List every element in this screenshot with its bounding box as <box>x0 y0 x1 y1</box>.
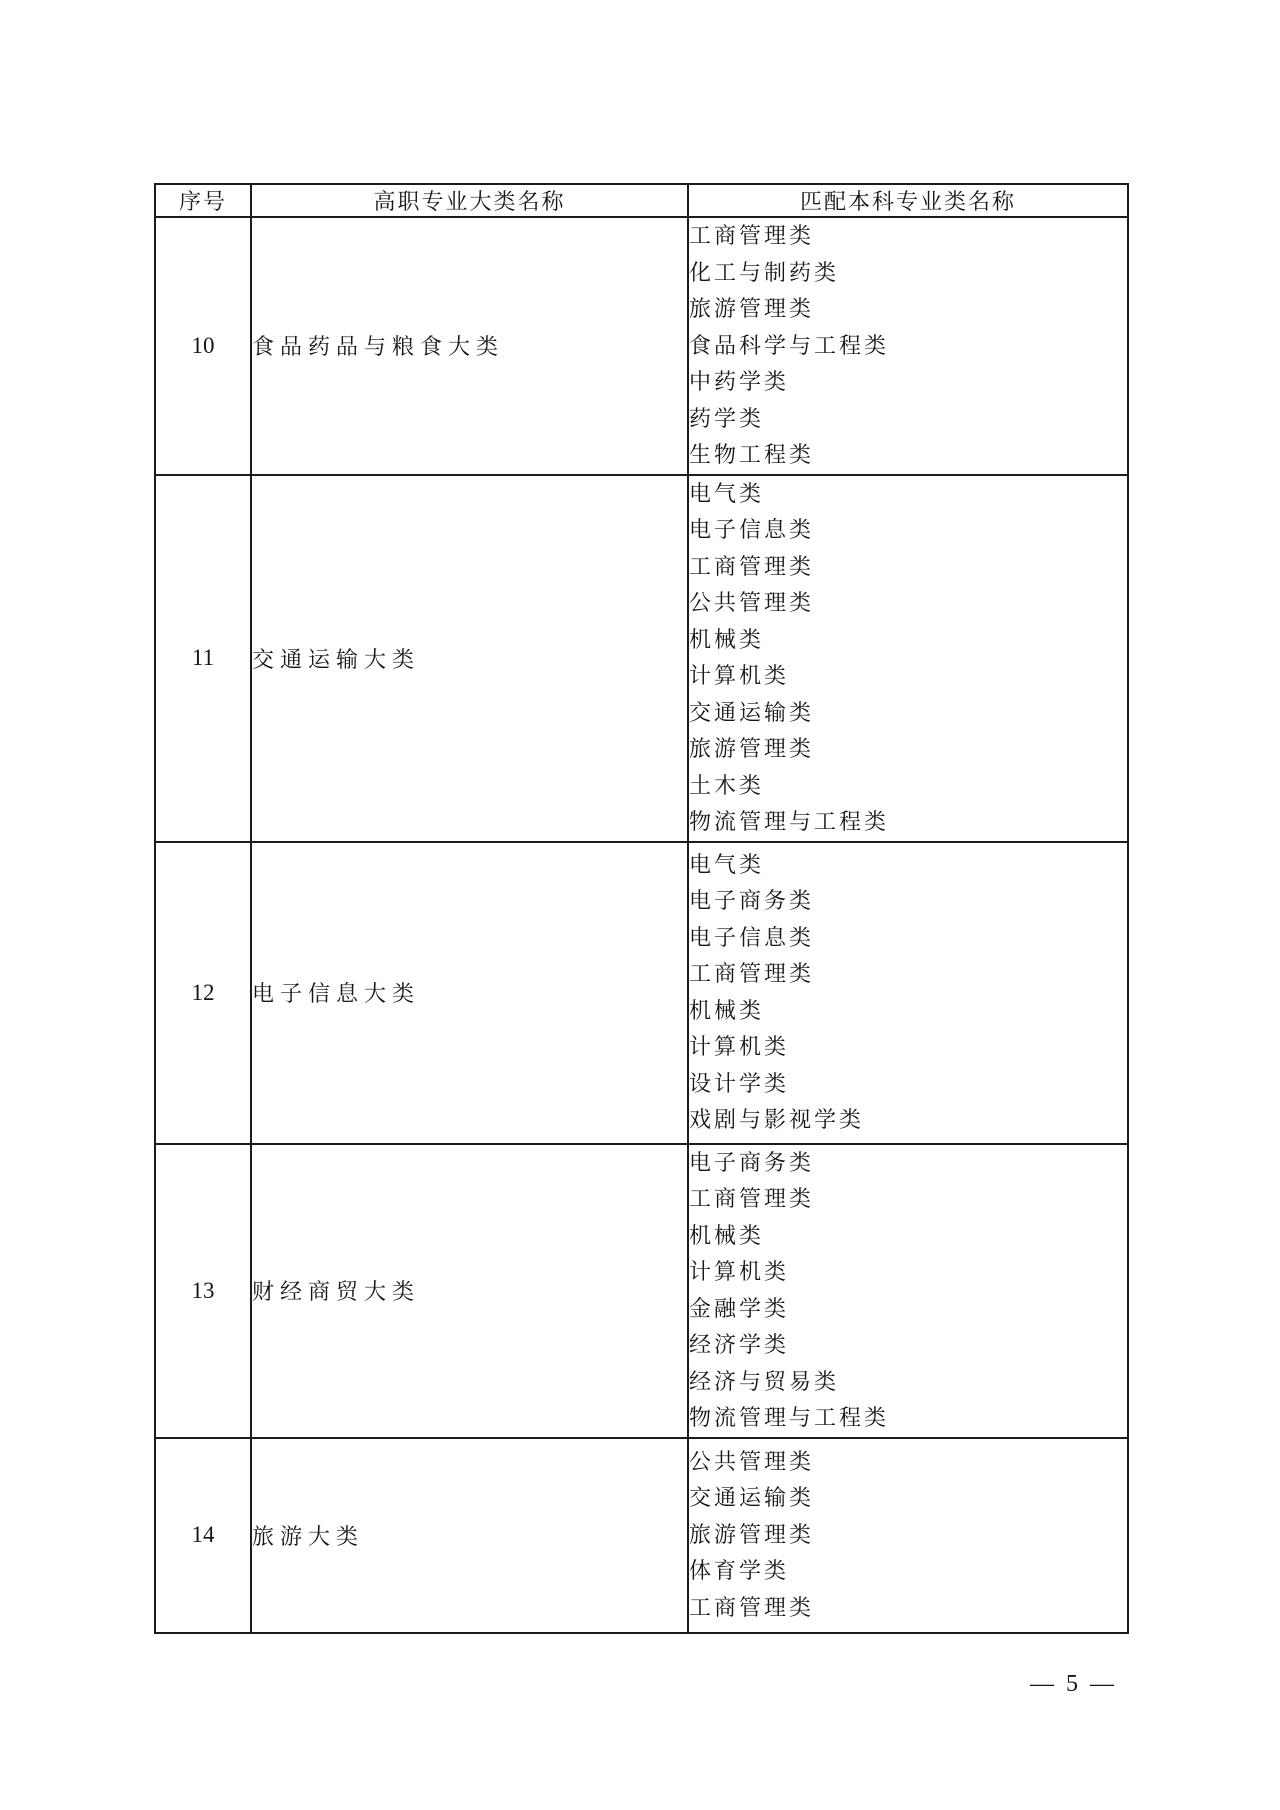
undergraduate-category-item: 电子商务类 <box>689 1149 815 1175</box>
undergraduate-category-item: 旅游管理类 <box>689 296 815 321</box>
row-serial-number: 14 <box>155 1438 251 1633</box>
undergraduate-category-item: 公共管理类 <box>689 590 815 615</box>
undergraduate-category-item: 计算机类 <box>689 1034 790 1059</box>
undergraduate-category-item: 旅游管理类 <box>689 736 815 761</box>
undergraduate-category-item: 交通运输类 <box>689 1485 815 1511</box>
undergraduate-category-item: 电子商务类 <box>689 888 815 913</box>
undergraduate-category-list <box>688 842 1128 1144</box>
undergraduate-category-item: 机械类 <box>689 997 765 1023</box>
vocational-category-name: 财经商贸大类 <box>251 1144 688 1438</box>
table-header <box>155 184 1128 217</box>
table-row <box>155 475 1128 842</box>
row-serial-number: 12 <box>155 842 251 1144</box>
header-cell-undergraduate-category: 匹配本科专业类名称 <box>688 184 1128 217</box>
header-row <box>155 184 1128 217</box>
undergraduate-category-item: 土木类 <box>689 772 765 798</box>
undergraduate-category-item: 戏剧与影视学类 <box>689 1107 865 1132</box>
undergraduate-category-item: 设计学类 <box>689 1070 790 1096</box>
undergraduate-category-item: 金融学类 <box>689 1295 790 1321</box>
undergraduate-category-item: 机械类 <box>689 1222 765 1248</box>
header-cell-serial-number: 序号 <box>155 184 251 217</box>
row-serial-number: 11 <box>155 475 251 842</box>
undergraduate-category-item: 工商管理类 <box>689 1186 815 1211</box>
undergraduate-category-item: 工商管理类 <box>689 1594 815 1620</box>
table-row <box>155 1144 1128 1438</box>
undergraduate-category-item: 计算机类 <box>689 1259 790 1284</box>
undergraduate-category-list <box>688 217 1128 475</box>
row-serial-number: 13 <box>155 1144 251 1438</box>
undergraduate-category-item: 化工与制药类 <box>689 259 840 285</box>
undergraduate-category-item: 电子信息类 <box>689 924 815 950</box>
undergraduate-category-item: 电气类 <box>689 851 765 877</box>
undergraduate-category-item: 工商管理类 <box>689 223 815 248</box>
table-row <box>155 217 1128 475</box>
page-number: — 5 — <box>1030 1671 1117 1697</box>
undergraduate-category-item: 生物工程类 <box>689 442 815 467</box>
undergraduate-category-item: 物流管理与工程类 <box>689 809 890 834</box>
undergraduate-category-item: 药学类 <box>689 405 765 431</box>
undergraduate-category-item: 电气类 <box>689 480 765 506</box>
vocational-category-name: 电子信息大类 <box>251 842 688 1144</box>
vocational-category-name: 交通运输大类 <box>251 475 688 842</box>
undergraduate-category-item: 电子信息类 <box>689 517 815 542</box>
undergraduate-category-item: 计算机类 <box>689 663 790 688</box>
table-row <box>155 1438 1128 1633</box>
undergraduate-category-item: 公共管理类 <box>689 1448 815 1474</box>
undergraduate-category-list <box>688 1144 1128 1438</box>
header-cell-vocational-category: 高职专业大类名称 <box>251 184 688 217</box>
major-match-table <box>154 183 1129 1634</box>
vocational-category-name: 食品药品与粮食大类 <box>251 217 688 475</box>
undergraduate-category-item: 机械类 <box>689 626 765 652</box>
undergraduate-category-item: 交通运输类 <box>689 699 815 725</box>
undergraduate-category-list <box>688 475 1128 842</box>
undergraduate-category-item: 旅游管理类 <box>689 1521 815 1547</box>
undergraduate-category-item: 体育学类 <box>689 1558 790 1584</box>
undergraduate-category-item: 经济学类 <box>689 1332 790 1357</box>
undergraduate-category-item: 经济与贸易类 <box>689 1368 840 1394</box>
undergraduate-category-item: 工商管理类 <box>689 553 815 579</box>
undergraduate-category-item: 中药学类 <box>689 369 790 394</box>
undergraduate-category-item: 物流管理与工程类 <box>689 1405 890 1430</box>
vocational-category-name: 旅游大类 <box>251 1438 688 1633</box>
table-row <box>155 842 1128 1144</box>
row-serial-number: 10 <box>155 217 251 475</box>
undergraduate-category-item: 工商管理类 <box>689 961 815 986</box>
table-body <box>155 217 1128 1633</box>
undergraduate-category-item: 食品科学与工程类 <box>689 332 890 358</box>
undergraduate-category-list <box>688 1438 1128 1633</box>
